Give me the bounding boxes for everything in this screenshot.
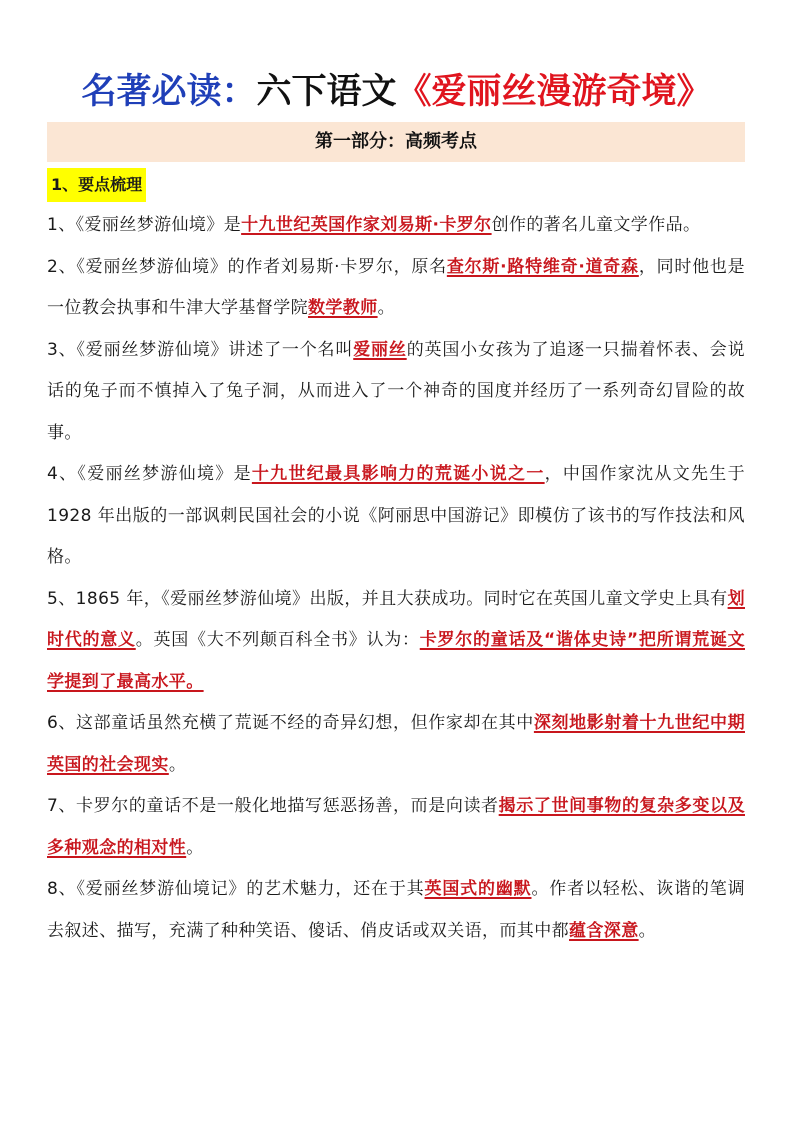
- key-point-item: [47, 703, 745, 786]
- point-highlight: 十九世纪最具影响力的荒诞小说之一: [251, 464, 545, 484]
- point-text: 。: [186, 837, 204, 858]
- point-highlight: 十九世纪英国作家刘易斯·卡罗尔: [241, 215, 492, 235]
- key-point-item: [47, 330, 745, 455]
- title-grade: 六下语文: [256, 72, 397, 112]
- point-highlight: 查尔斯·路特维奇·道奇森: [446, 256, 639, 277]
- point-text: 。: [168, 754, 187, 775]
- point-text: 。英国《大不列颠百科全书》认为：: [135, 630, 420, 650]
- point-text: 1、《爱丽丝梦游仙境》是: [47, 215, 242, 235]
- title-book: 《爱丽丝漫游奇境》: [396, 72, 712, 112]
- point-text: ，同时他也是一位教会执事和牛津大学基督学院: [47, 256, 746, 318]
- point-highlight: 爱丽丝: [353, 339, 407, 360]
- point-text: 2、《爱丽丝梦游仙境》的作者刘易斯·卡罗尔，原名: [47, 256, 447, 277]
- key-point-item: [47, 786, 745, 869]
- point-text: 。: [638, 920, 657, 941]
- point-text: ，中国作家沈从文先生于 1928 年出版的一部讽刺民国社会的小说《阿丽思中国游记》即模仿了该书的写作技法和风格。: [47, 464, 745, 567]
- document-title: [0, 66, 793, 118]
- key-points-list: [47, 205, 745, 952]
- point-highlight: 数学教师: [308, 298, 378, 318]
- key-point-item: [47, 869, 745, 952]
- point-text: 6、这部童话虽然充横了荒诞不经的奇异幻想，但作家却在其中: [47, 713, 534, 733]
- point-text: 8、《爱丽丝梦游仙境记》的艺术魅力，还在于其: [47, 879, 425, 899]
- point-text: 3、《爱丽丝梦游仙境》讲述了一个名叫: [47, 339, 354, 360]
- point-highlight: 蕴含深意: [569, 920, 639, 941]
- subheading-highlight: 1、要点梳理: [47, 168, 146, 202]
- point-highlight: 卡罗尔的童话及“谐体史诗”把所谓荒诞文学提到了最高水平。: [47, 630, 745, 692]
- point-text: 。: [377, 298, 396, 318]
- point-text: 4、《爱丽丝梦游仙境》是: [47, 464, 252, 484]
- point-highlight: 深刻地影射着十九世纪中期英国的社会现实: [47, 713, 745, 775]
- point-text: 。作者以轻松、诙谐的笔调去叙述、描写，充满了种种笑语、傻话、俏皮话或双关语，而其中都: [47, 879, 745, 941]
- title-prefix: 名著必读：: [81, 72, 257, 112]
- key-point-item: [47, 579, 745, 704]
- key-point-item: [47, 247, 745, 330]
- point-highlight: 划时代的意义: [47, 588, 745, 650]
- section-header: 第一部分：高频考点: [47, 122, 745, 162]
- key-point-item: [47, 205, 745, 247]
- point-text: 创作的著名儿童文学作品。: [491, 215, 701, 235]
- point-text: 5、1865 年，《爱丽丝梦游仙境》出版，并且大获成功。同时它在英国儿童文学史上具有: [47, 588, 728, 609]
- point-highlight: 揭示了世间事物的复杂多变以及多种观念的相对性: [47, 796, 745, 858]
- point-text: 的英国小女孩为了追逐一只揣着怀表、会说话的兔子而不慎掉入了兔子洞，从而进入了一个神奇的国度并经历了一系列奇幻冒险的故事。: [47, 339, 745, 443]
- point-highlight: 英国式的幽默: [424, 879, 532, 899]
- key-point-item: [47, 454, 745, 579]
- point-text: 7、卡罗尔的童话不是一般化地描写惩恶扬善，而是向读者: [47, 796, 499, 816]
